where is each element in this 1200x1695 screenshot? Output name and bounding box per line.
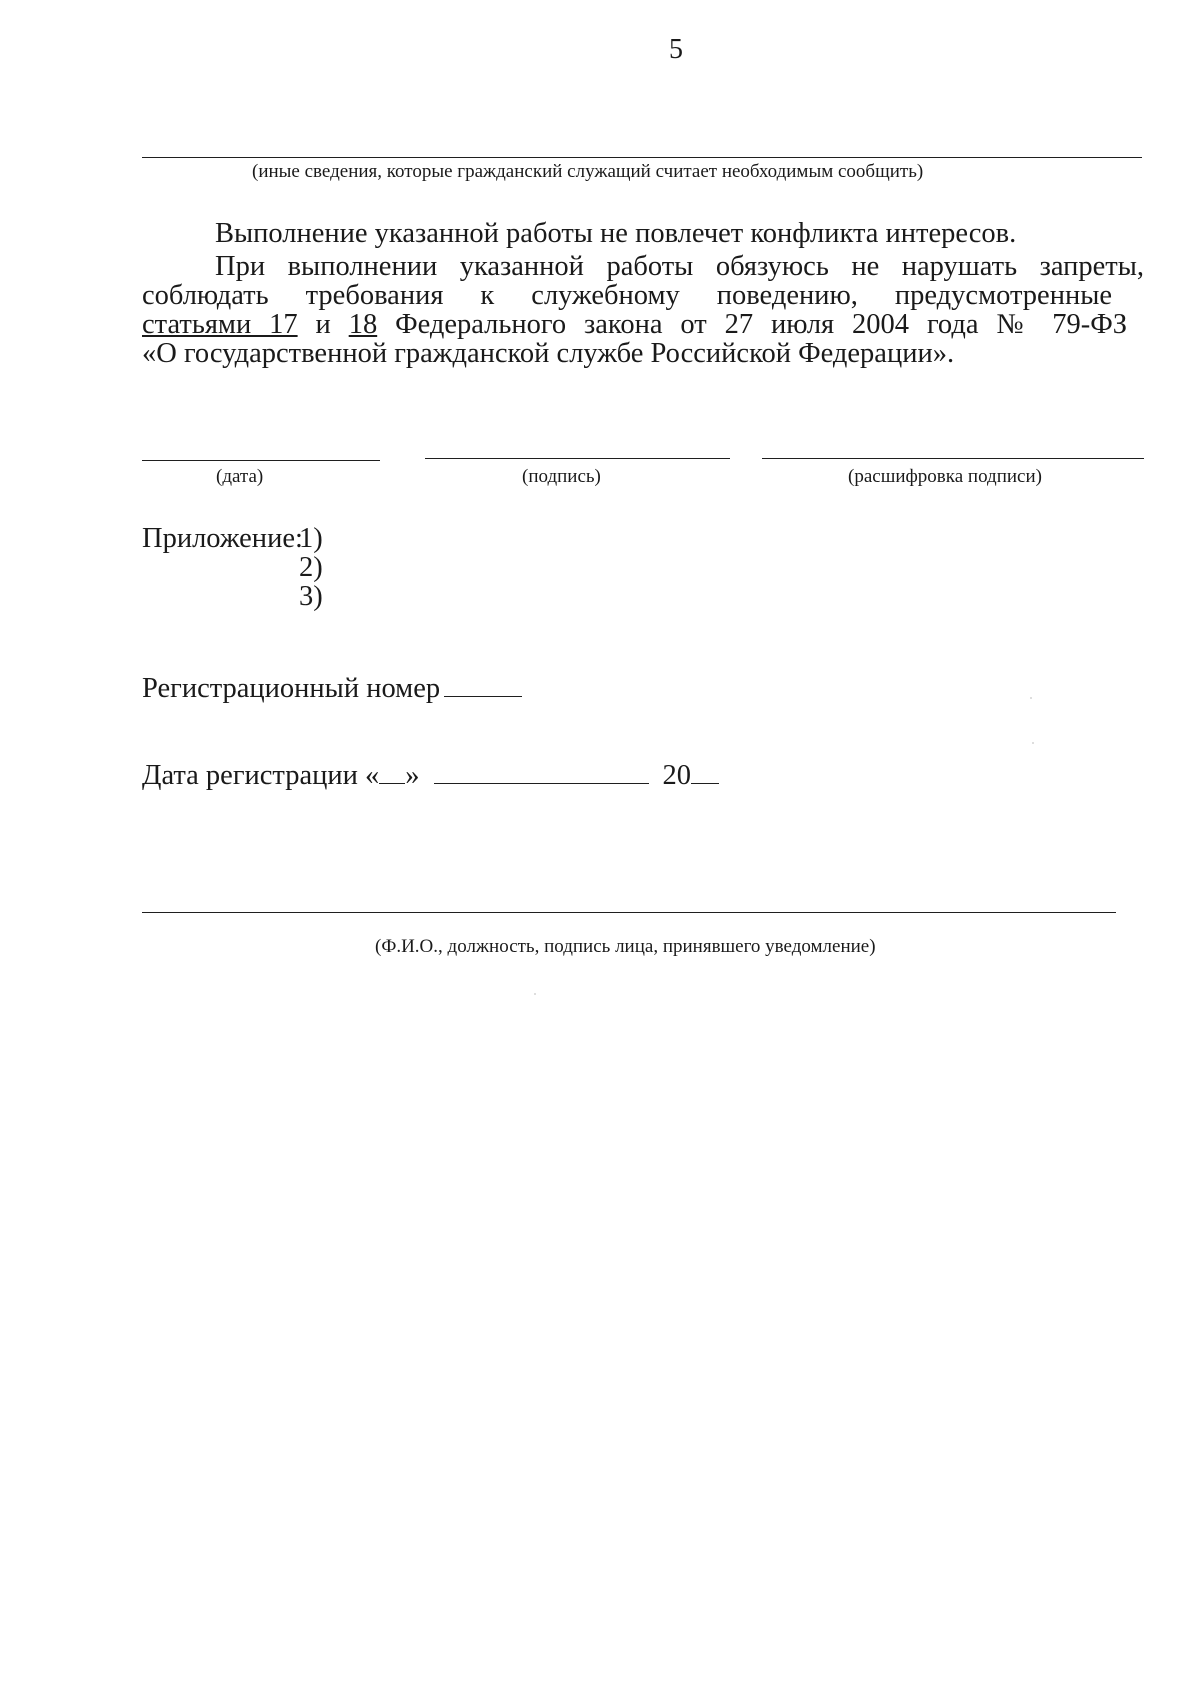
scan-speck (1030, 697, 1032, 699)
attachment-item-1: 1) (299, 523, 323, 554)
registration-year-field[interactable] (691, 761, 719, 784)
attachment-item-2: 2) (299, 552, 323, 583)
statement-paragraph-1: Выполнение указанной работы не повлечет конфликта интересов. (215, 218, 1017, 249)
registration-year-prefix: 20 (662, 760, 692, 791)
statement-line-4: «О государственной гражданской службе Российской Федерации». (142, 338, 955, 369)
registration-day-field[interactable] (379, 761, 405, 784)
law-article-link-18[interactable]: 18 (348, 309, 378, 340)
decoding-line[interactable] (762, 458, 1144, 459)
registration-number-label: Регистрационный номер (142, 673, 441, 704)
statement-line-3-rest: Федерального закона от 27 июля 2004 года № 79-ФЗ (395, 309, 1128, 340)
receiver-line[interactable] (142, 912, 1116, 913)
statement-line-3 (142, 310, 1127, 339)
registration-number-row (142, 673, 522, 705)
page-number: 5 (669, 34, 683, 65)
scan-speck (534, 993, 536, 995)
date-line[interactable] (142, 460, 380, 461)
other-info-line[interactable] (142, 157, 1142, 158)
registration-number-field[interactable] (444, 674, 522, 697)
registration-date-row (142, 760, 719, 792)
statement-paragraph-2 (142, 252, 1144, 368)
decoding-caption: (расшифровка подписи) (848, 466, 1042, 487)
attachments-label: Приложение: (142, 523, 303, 554)
registration-date-close-quote: » (405, 760, 420, 791)
statement-and: и (315, 309, 331, 340)
receiver-caption: (Ф.И.О., должность, подпись лица, принявшего уведомление) (375, 936, 876, 957)
attachment-item-3: 3) (299, 581, 323, 612)
registration-date-label: Дата регистрации « (142, 760, 380, 791)
other-info-caption: (иные сведения, которые гражданский служащий считает необходимым сообщить) (252, 161, 924, 182)
statement-line-1: При выполнении указанной работы обязуюсь не нарушать запреты, (215, 251, 1144, 282)
signature-caption: (подпись) (522, 466, 601, 487)
law-article-link-17[interactable]: статьями 17 (142, 309, 298, 340)
date-caption: (дата) (216, 466, 264, 487)
scan-speck (1032, 742, 1034, 744)
registration-month-field[interactable] (434, 761, 649, 784)
signature-line[interactable] (425, 458, 730, 459)
statement-line-2: соблюдать требования к служебному поведению, предусмотренные (142, 280, 1112, 311)
